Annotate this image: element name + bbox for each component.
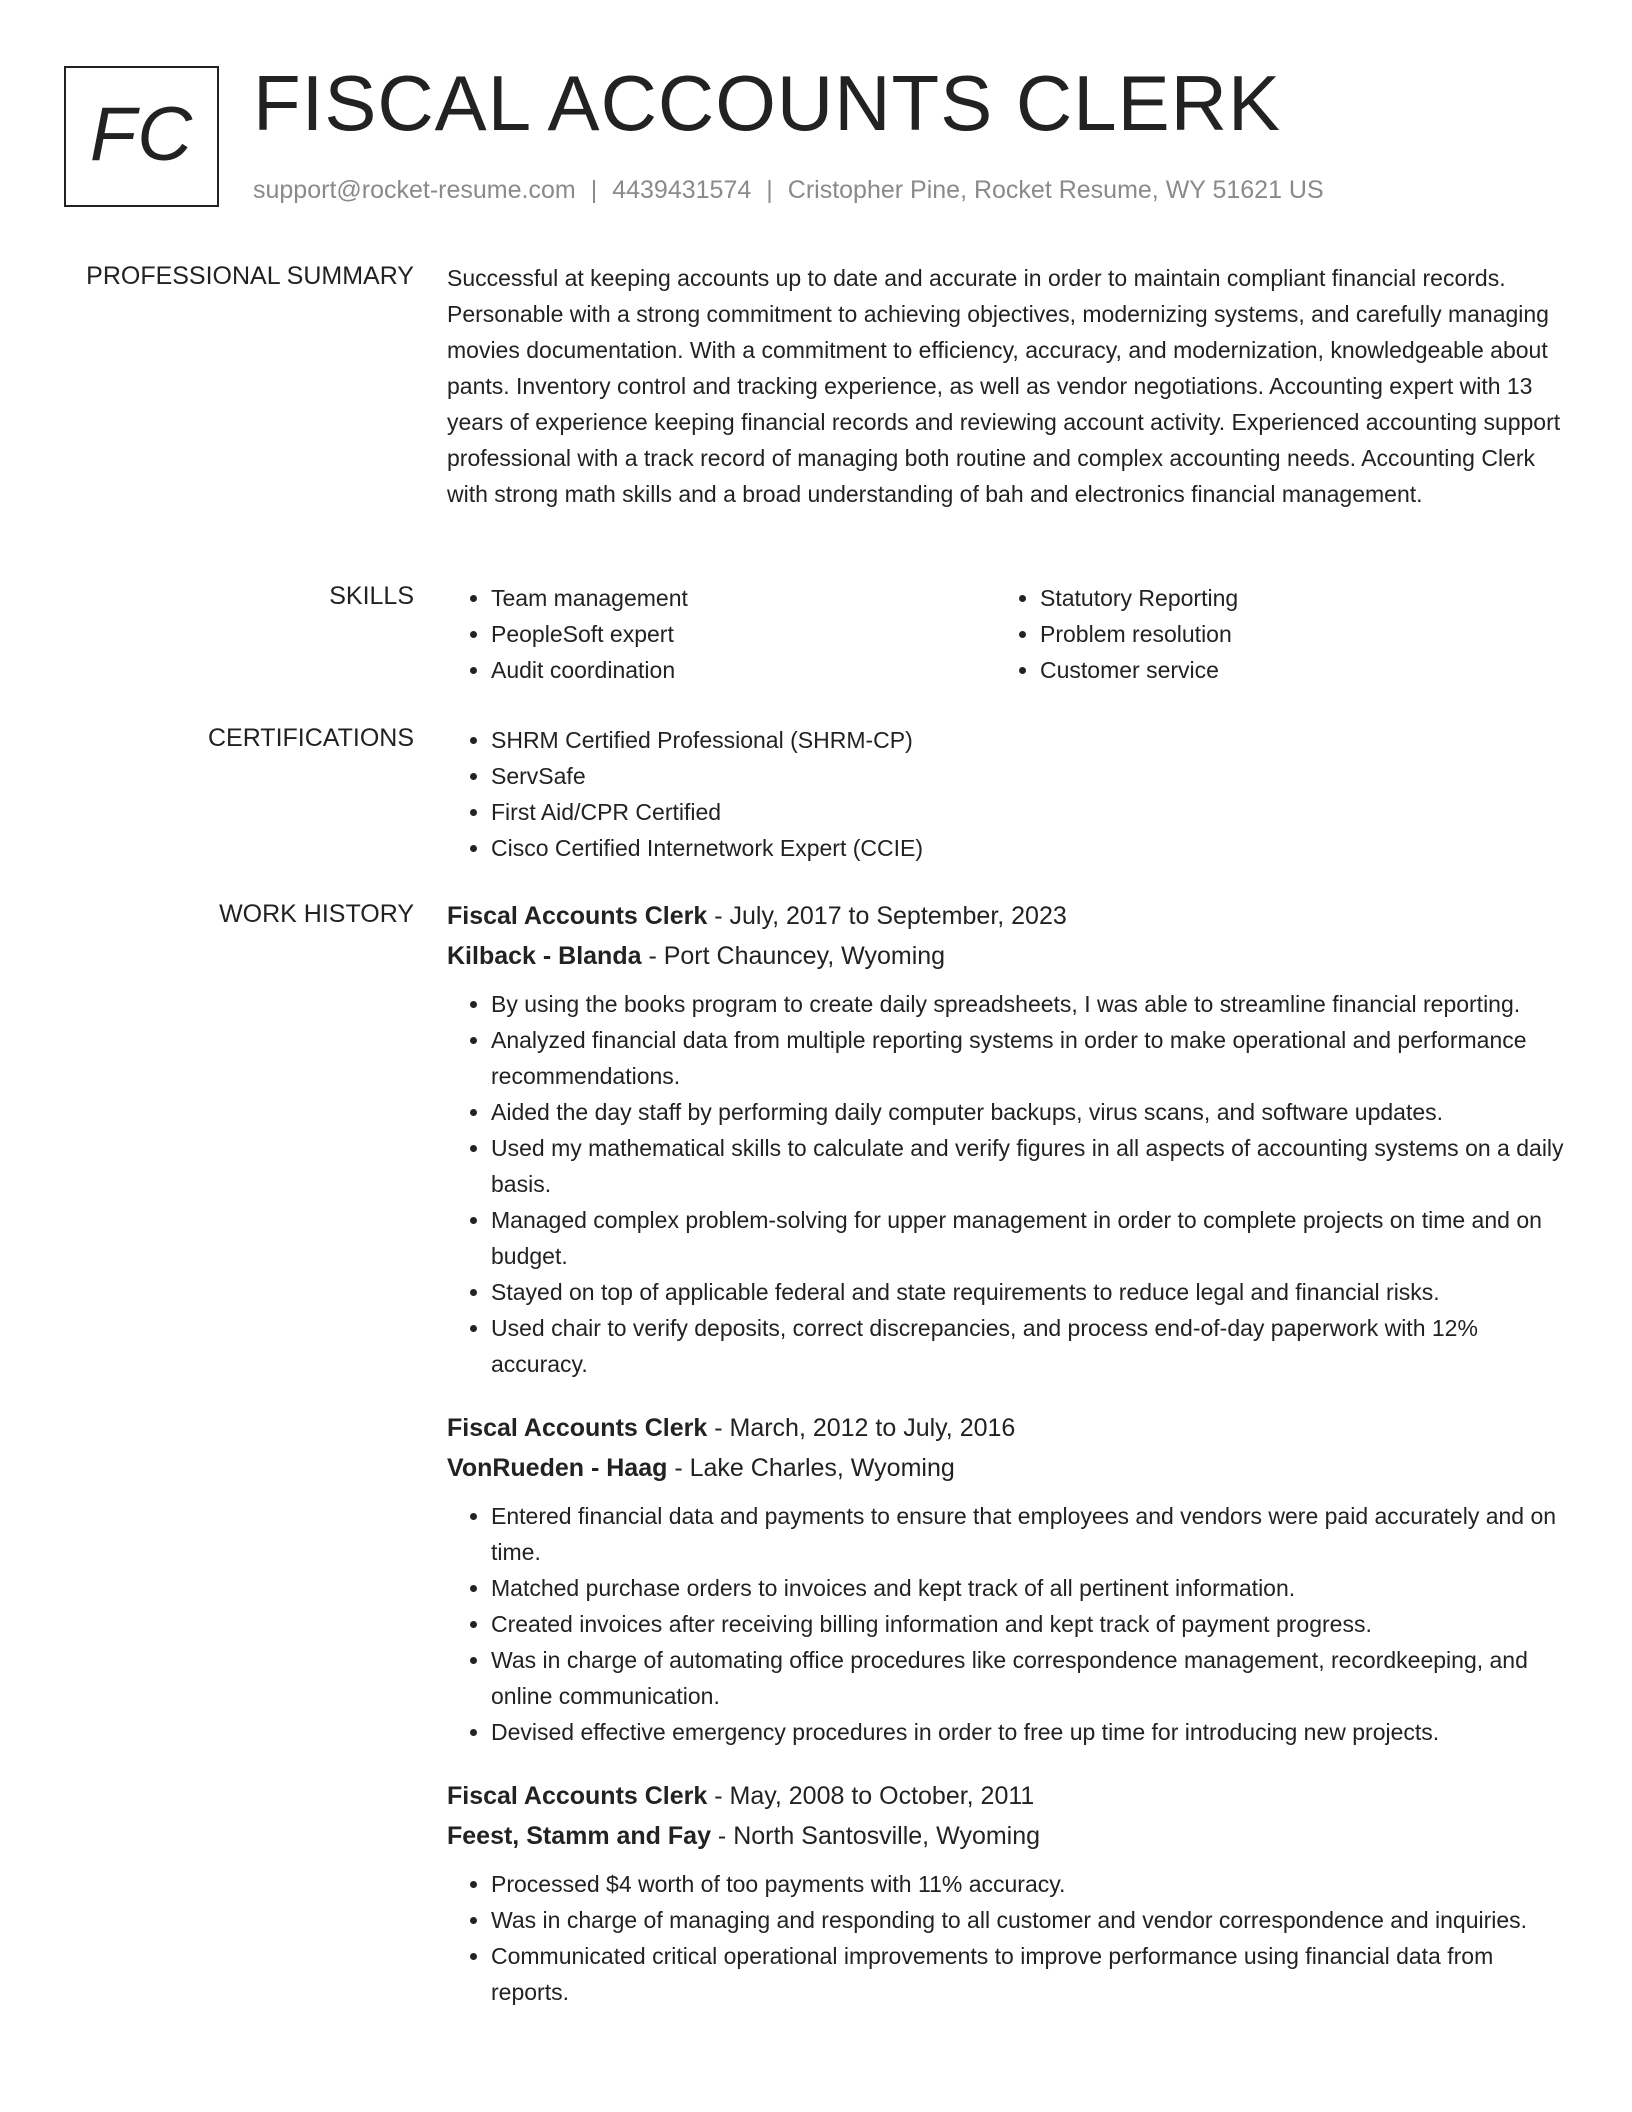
job-bullets — [447, 1498, 1567, 1750]
job-bullet: • Used chair to verify deposits, correct discrepancies, and process end-of-day paperwork with 12% accuracy. — [491, 1310, 1567, 1382]
job-bullets — [447, 986, 1567, 1382]
certifications-list — [447, 722, 1567, 866]
certification-item: • ServSafe — [491, 758, 1567, 794]
skill-item: • Statutory Reporting — [1040, 580, 1545, 616]
monogram-initials: FC — [89, 92, 194, 177]
job-dates: - March, 2012 to July, 2016 — [707, 1414, 1016, 1442]
job-bullet: • Processed $4 worth of too payments with 11% accuracy. — [491, 1866, 1567, 1902]
job-company: Kilback - Blanda — [447, 942, 642, 970]
job-role: Fiscal Accounts Clerk — [447, 902, 708, 930]
job-company-line — [447, 1816, 1567, 1856]
job-dates: - July, 2017 to September, 2023 — [707, 902, 1067, 930]
job-bullet: • Analyzed financial data from multiple reporting systems in order to make operational and performance recommendations. — [491, 1022, 1567, 1094]
page-title: FISCAL ACCOUNTS CLERK — [253, 59, 1281, 147]
job-bullet: • Used my mathematical skills to calculate and verify figures in all aspects of accounting systems on a daily basis. — [491, 1130, 1567, 1202]
work-body — [447, 896, 1567, 2036]
certifications-body — [447, 722, 1567, 866]
skill-item: • PeopleSoft expert — [491, 616, 996, 652]
skill-item: • Team management — [491, 580, 996, 616]
job-title-line — [447, 1408, 1567, 1448]
contact-separator: | — [590, 176, 598, 204]
monogram-box — [64, 66, 219, 207]
contact-address: Cristopher Pine, Rocket Resume, WY 51621 US — [787, 176, 1324, 204]
skill-item: • Customer service — [1040, 652, 1545, 688]
job-bullet: • Entered financial data and payments to ensure that employees and vendors were paid accurately and on time. — [491, 1498, 1567, 1570]
certification-item: • SHRM Certified Professional (SHRM-CP) — [491, 722, 1567, 758]
job-location: - Port Chauncey, Wyoming — [641, 942, 946, 970]
contact-phone: 4439431574 — [612, 176, 752, 204]
contact-separator: | — [766, 176, 773, 204]
contact-line — [253, 174, 1324, 206]
job-title-line — [447, 1776, 1567, 1816]
job-company: VonRueden - Haag — [447, 1454, 668, 1482]
job-company-line — [447, 936, 1567, 976]
skill-item: • Problem resolution — [1040, 616, 1545, 652]
job-bullet: • Stayed on top of applicable federal and state requirements to reduce legal and financial risks. — [491, 1274, 1567, 1310]
certification-item: • First Aid/CPR Certified — [491, 794, 1567, 830]
job-company-line — [447, 1448, 1567, 1488]
job-bullet: • By using the books program to create daily spreadsheets, I was able to streamline financial reporting. — [491, 986, 1567, 1022]
summary-body — [447, 260, 1567, 512]
job-role: Fiscal Accounts Clerk — [447, 1414, 708, 1442]
job-bullet: • Created invoices after receiving billing information and kept track of payment progress. — [491, 1606, 1567, 1642]
summary-heading: PROFESSIONAL SUMMARY — [86, 262, 414, 290]
job-entry — [447, 1408, 1567, 1750]
job-company: Feest, Stamm and Fay — [447, 1822, 711, 1850]
job-bullet: • Communicated critical operational improvements to improve performance using financial data from reports. — [491, 1938, 1567, 2010]
job-entry — [447, 896, 1567, 1382]
job-bullets — [447, 1866, 1567, 2010]
job-dates: - May, 2008 to October, 2011 — [707, 1782, 1035, 1810]
contact-email: support@rocket-resume.com — [253, 176, 576, 204]
job-bullet: • Managed complex problem-solving for upper management in order to complete projects on time and on budget. — [491, 1202, 1567, 1274]
skill-item: • Audit coordination — [491, 652, 996, 688]
job-bullet: • Devised effective emergency procedures in order to free up time for introducing new projects. — [491, 1714, 1567, 1750]
job-bullet: • Was in charge of automating office procedures like correspondence management, recordkeeping, and online communication. — [491, 1642, 1567, 1714]
skills-list-right — [996, 580, 1545, 688]
certifications-heading: CERTIFICATIONS — [207, 724, 414, 752]
skills-body — [447, 580, 1567, 688]
work-heading: WORK HISTORY — [219, 900, 414, 928]
job-entry — [447, 1776, 1567, 2010]
summary-text: Successful at keeping accounts up to date and accurate in order to maintain compliant financial records. Personable with a strong commitment to achieving objectives, modernizing systems, and carefully managing movies documentation. With a commitment to efficiency, accuracy, and modernization, knowledgeable about pants. Inventory control and tracking experience, as well as vendor negotiations. Accounting expert with 13 years of experience keeping financial records and reviewing account activity. Experienced accounting support professional with a track record of managing both routine and complex accounting needs. Accounting Clerk with strong math skills and a broad understanding of bah and electronics financial management. — [447, 265, 1561, 507]
skills-list-left — [447, 580, 996, 688]
job-location: - North Santosville, Wyoming — [710, 1822, 1041, 1850]
job-bullet: • Aided the day staff by performing daily computer backups, virus scans, and software updates. — [491, 1094, 1567, 1130]
skills-heading: SKILLS — [329, 582, 414, 610]
certification-item: • Cisco Certified Internetwork Expert (CCIE) — [491, 830, 1567, 866]
job-bullet: • Was in charge of managing and responding to all customer and vendor correspondence and inquiries. — [491, 1902, 1567, 1938]
job-role: Fiscal Accounts Clerk — [447, 1782, 708, 1810]
job-title-line — [447, 896, 1567, 936]
job-location: - Lake Charles, Wyoming — [667, 1454, 955, 1482]
job-bullet: • Matched purchase orders to invoices and kept track of all pertinent information. — [491, 1570, 1567, 1606]
